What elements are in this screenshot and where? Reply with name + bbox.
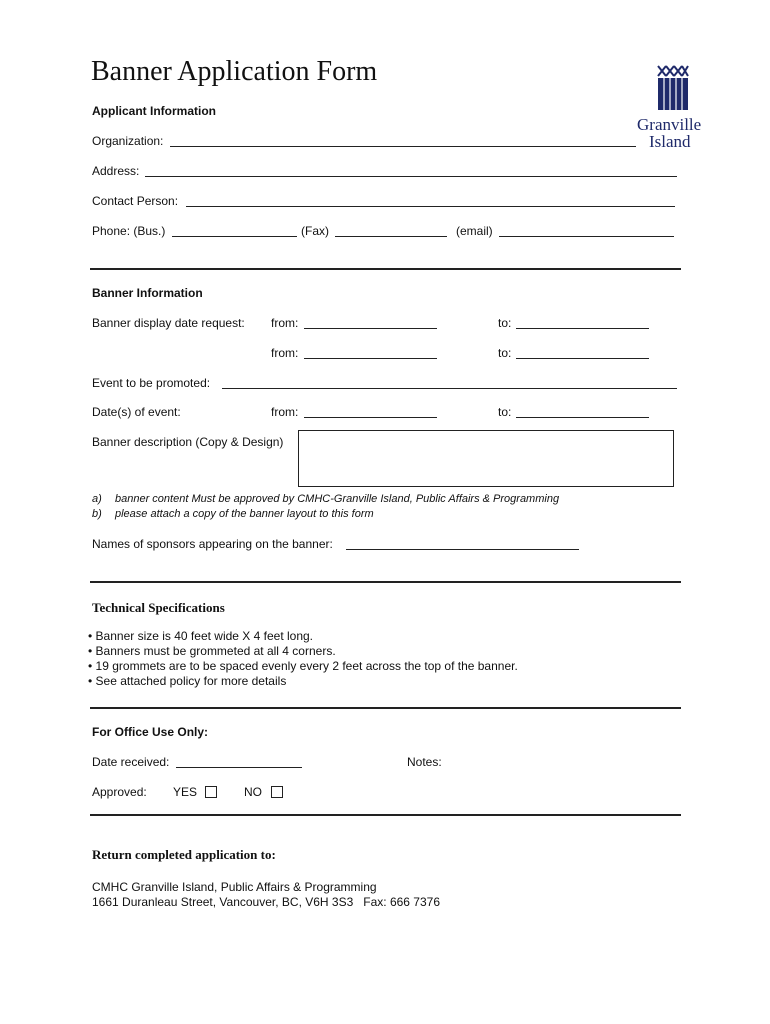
sponsors-field[interactable] [346, 549, 579, 550]
granville-island-logo [636, 64, 716, 154]
tech-item-text: See attached policy for more details [95, 674, 287, 688]
page-title: Banner Application Form [91, 56, 378, 87]
tech-item [88, 629, 313, 643]
organization-field[interactable] [170, 146, 636, 147]
section-divider [90, 707, 681, 709]
logo-text-line1: Granville [637, 115, 702, 134]
notes-label: Notes: [407, 755, 442, 769]
display-from-label: from: [271, 316, 299, 330]
event-field[interactable] [222, 388, 677, 389]
email-label: (email) [456, 224, 493, 238]
note-b-text: please attach a copy of the banner layout to this form [115, 508, 374, 520]
description-label: Banner description (Copy & Design) [92, 435, 284, 449]
bullet-icon: • [88, 659, 96, 673]
section-divider [90, 814, 681, 816]
logo-mark-icon [636, 64, 716, 114]
event-dates-label: Date(s) of event: [92, 405, 181, 419]
display-to-field-2[interactable] [516, 358, 649, 359]
contact-person-field[interactable] [186, 206, 675, 207]
tech-item [88, 674, 286, 688]
tech-item-text: Banners must be grommeted at all 4 corners. [95, 644, 336, 658]
event-label: Event to be promoted: [92, 376, 211, 390]
return-line1: CMHC Granville Island, Public Affairs & Programming [92, 880, 377, 894]
description-field[interactable] [298, 430, 674, 487]
no-checkbox[interactable] [271, 786, 283, 798]
tech-item-text: Banner size is 40 feet wide X 4 feet long. [95, 629, 314, 643]
return-line2: 1661 Duranleau Street, Vancouver, BC, V6H 3S3 Fax: 666 7376 [92, 895, 440, 909]
display-to-label-2: to: [498, 346, 512, 360]
contact-person-label: Contact Person: [92, 194, 179, 208]
display-from-field-2[interactable] [304, 358, 437, 359]
event-to-label: to: [498, 405, 512, 419]
email-field[interactable] [499, 236, 674, 237]
event-from-label: from: [271, 405, 299, 419]
note-b-marker: b) [92, 508, 102, 520]
address-field[interactable] [145, 176, 677, 177]
sponsors-label: Names of sponsors appearing on the banner: [92, 537, 333, 551]
yes-checkbox[interactable] [205, 786, 217, 798]
tech-item-text: 19 grommets are to be spaced evenly every 2 feet across the top of the banner. [95, 659, 518, 673]
tech-item [88, 659, 518, 673]
section-divider [90, 268, 681, 270]
display-to-label: to: [498, 316, 512, 330]
bullet-icon: • [88, 629, 96, 643]
event-from-field[interactable] [304, 417, 437, 418]
return-heading: Return completed application to: [92, 847, 276, 862]
bullet-icon: • [88, 644, 96, 658]
applicant-heading: Applicant Information [92, 104, 216, 118]
address-label: Address: [92, 164, 140, 178]
date-received-field[interactable] [176, 767, 302, 768]
no-label: NO [244, 785, 262, 799]
bullet-icon: • [88, 674, 96, 688]
phone-field[interactable] [172, 236, 297, 237]
note-a-text: banner content Must be approved by CMHC-Granville Island, Public Affairs & Programming [115, 493, 560, 505]
event-to-field[interactable] [516, 417, 649, 418]
technical-heading: Technical Specifications [92, 600, 225, 615]
office-heading: For Office Use Only: [92, 725, 209, 739]
organization-label: Organization: [92, 134, 164, 148]
logo-text-line2: Island [649, 132, 691, 151]
note-a-marker: a) [92, 493, 102, 505]
approved-label: Approved: [92, 785, 147, 799]
display-from-label-2: from: [271, 346, 299, 360]
phone-label: Phone: (Bus.) [92, 224, 166, 238]
yes-label: YES [173, 785, 198, 799]
display-from-field-1[interactable] [304, 328, 437, 329]
tech-item [88, 644, 336, 658]
fax-field[interactable] [335, 236, 447, 237]
display-date-label: Banner display date request: [92, 316, 245, 330]
section-divider [90, 581, 681, 583]
banner-heading: Banner Information [92, 286, 203, 300]
display-to-field-1[interactable] [516, 328, 649, 329]
fax-label: (Fax) [301, 224, 329, 238]
date-received-label: Date received: [92, 755, 170, 769]
